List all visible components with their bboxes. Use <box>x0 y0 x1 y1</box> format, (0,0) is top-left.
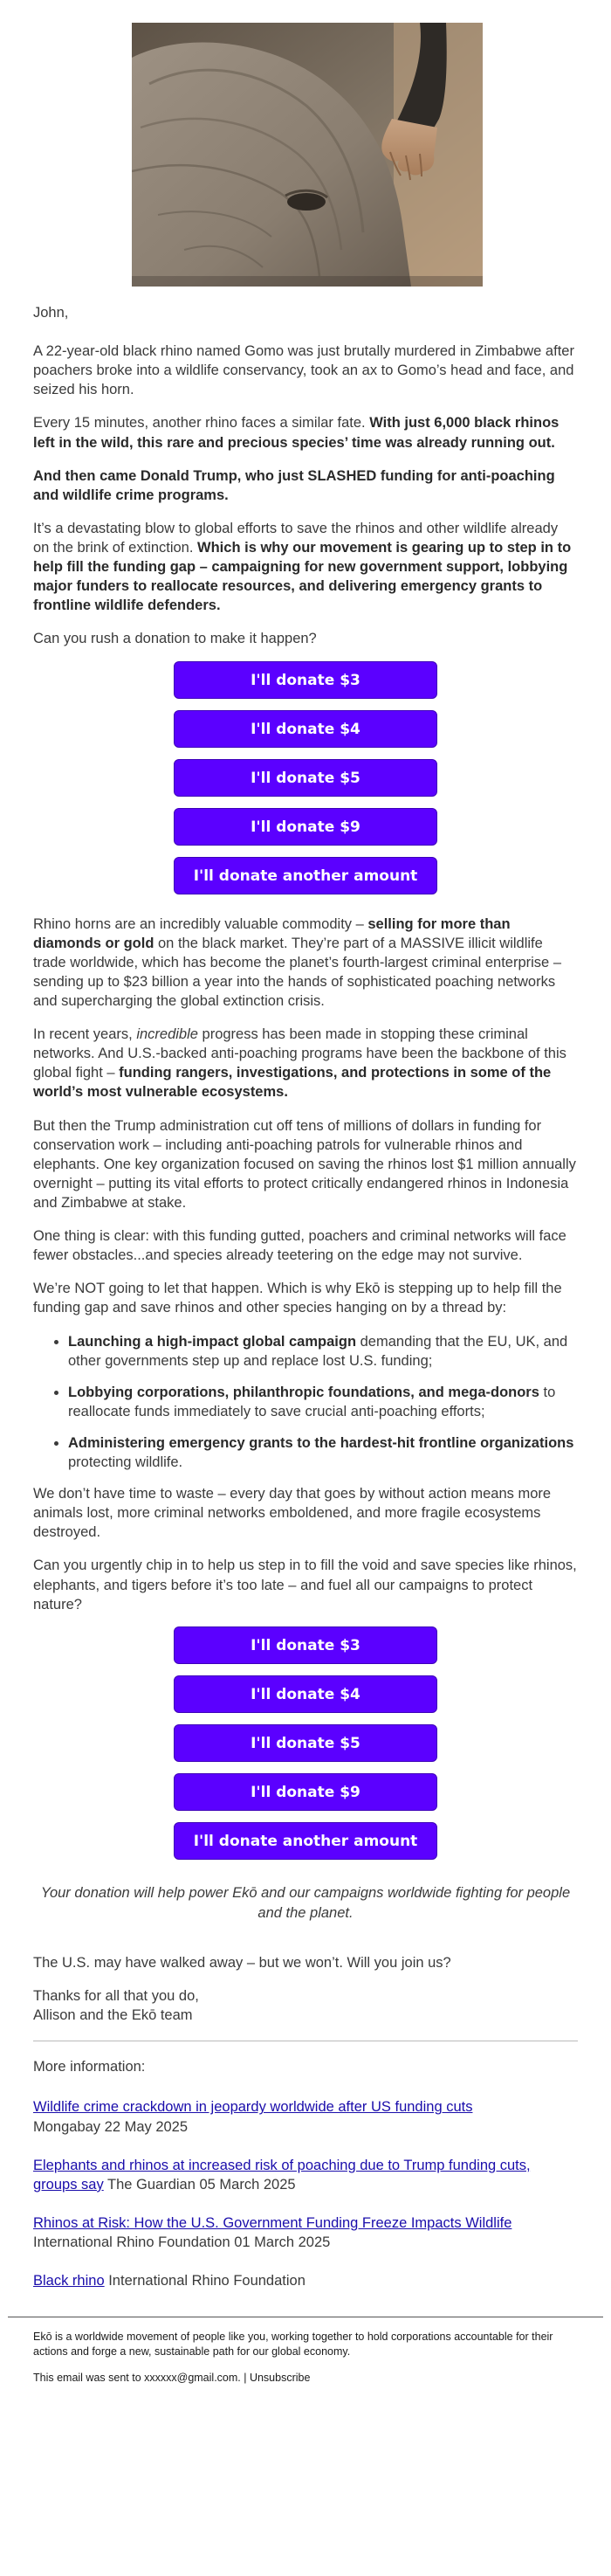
reference-source: Mongabay 22 May 2025 <box>33 2118 189 2135</box>
reference-source: The Guardian 05 March 2025 <box>107 2176 296 2193</box>
emphasis: With just 6,000 black rhinos left in the wild, this rare and precious species’ time was already running out. <box>33 415 560 451</box>
paragraph-12: The U.S. may have walked away – but we won’t. Will you join us? <box>33 1955 451 1971</box>
reference-item <box>33 2271 578 2290</box>
more-info-title: More information: <box>33 2059 146 2075</box>
donate-4-button[interactable]: I'll donate $4 <box>174 710 437 748</box>
paragraph-5: Rhino horns are an incredibly valuable commodity – selling for more than diamonds or gold on the black market. They’re part of a MASSIVE illicit wildlife trade worldwide, which has become the planet’s fourth-largest criminal enterprise – sending up to $23 billion a year into the hands of sophisticated poaching networks and supercharging the global extinction crisis. <box>33 915 561 1009</box>
signoff: Thanks for all that you do, Allison and the Ekō team <box>33 1988 199 2024</box>
list-item: • Lobbying corporations, philanthropic foundations, and mega-donors to reallocate funds immediately to save crucial anti-poaching efforts; <box>68 1383 578 1421</box>
footer-sent-to: This email was sent to xxxxxx@gmail.com. | Unsubscribe <box>33 2372 311 2385</box>
donate-9-button[interactable]: I'll donate $9 <box>174 1773 437 1811</box>
donate-other-amount-button[interactable]: I'll donate another amount <box>174 857 437 894</box>
donate-3-button[interactable]: I'll donate $3 <box>174 1626 437 1664</box>
paragraph-8: One thing is clear: with this funding gutted, poachers and criminal networks will face fewer obstacles...and species already teetering on the edge may not survive. <box>33 1228 566 1264</box>
reference-link[interactable]: Wildlife crime crackdown in jeopardy worldwide after US funding cuts <box>33 2099 473 2116</box>
reference-item <box>33 2097 578 2136</box>
donate-3-button[interactable]: I'll donate $3 <box>174 661 437 699</box>
reference-item <box>33 2213 578 2252</box>
donation-ask: Can you rush a donation to make it happen? <box>33 631 317 647</box>
rhino-with-hand-photo <box>132 23 483 287</box>
reference-link[interactable]: Rhinos at Risk: How the U.S. Government Funding Freeze Impacts Wildlife <box>33 2214 512 2231</box>
greeting: John, <box>33 305 69 321</box>
paragraph-3: And then came Donald Trump, who just SLASHED funding for anti-poaching and wildlife crime programs. <box>33 467 555 503</box>
paragraph-9: We’re NOT going to let that happen. Which is why Ekō is stepping up to help fill the funding gap and save rhinos and other species hanging on by a thread by: <box>33 1281 562 1316</box>
unsubscribe-link[interactable]: Unsubscribe <box>249 2372 311 2385</box>
donate-button-group-bottom <box>174 1626 437 1880</box>
donate-5-button[interactable]: I'll donate $5 <box>174 1724 437 1762</box>
donate-9-button[interactable]: I'll donate $9 <box>174 808 437 846</box>
reference-item <box>33 2156 578 2194</box>
reference-source: International Rhino Foundation 01 March 2025 <box>33 2234 331 2250</box>
reference-source: International Rhino Foundation <box>108 2273 306 2289</box>
reference-link[interactable]: Black rhino <box>33 2273 105 2289</box>
donate-4-button[interactable]: I'll donate $4 <box>174 1675 437 1713</box>
paragraph-1: A 22-year-old black rhino named Gomo was just brutally murdered in Zimbabwe after poachers broke into a wildlife conservancy, took an ax to Gomo’s head and face, and seized his horn. <box>33 343 574 398</box>
paragraph-4: It’s a devastating blow to global efforts to save the rhinos and other wildlife already on the brink of extinction. Which is why our movement is gearing up to step in to help fill the funding gap – campaigning for new government support, lobbying major funders to reallocate resources, and delivering emergency grants to frontline wildlife defenders. <box>33 520 572 614</box>
action-list <box>33 1332 578 1473</box>
email-body <box>0 303 611 2290</box>
donate-other-amount-button[interactable]: I'll donate another amount <box>174 1822 437 1860</box>
footer <box>0 2317 611 2386</box>
footer-about: Ekō is a worldwide movement of people like you, working together to hold corporations accountable for their actions and forge a new, sustainable path for our global economy. <box>33 2331 553 2358</box>
donate-button-group-top <box>174 661 437 915</box>
paragraph-10: We don’t have time to waste – every day that goes by without action means more animals lost, more criminal networks emboldened, and more fragile ecosystems destroyed. <box>33 1486 552 1541</box>
paragraph-11: Can you urgently chip in to help us step in to fill the void and save species like rhinos, elephants, and tigers before it’s too late – and fuel all our campaigns to protect nature? <box>33 1557 577 1613</box>
hero-section <box>0 0 611 292</box>
emphasis: Which is why our movement is gearing up to step in to help fill the funding gap – campaigning for new government support, lobbying major funders to reallocate resources, and delivering emergency grants to frontline wildlife defenders. <box>33 539 572 614</box>
donation-note: Your donation will help power Ekō and our campaigns worldwide fighting for people and the planet. <box>40 1884 571 1921</box>
paragraph-2: Every 15 minutes, another rhino faces a similar fate. With just 6,000 black rhinos left in the wild, this rare and precious species’ time was already running out. <box>33 415 560 451</box>
reference-link[interactable]: Elephants and rhinos at increased risk of poaching due to Trump funding cuts, groups say <box>33 2157 531 2193</box>
donate-5-button[interactable]: I'll donate $5 <box>174 759 437 797</box>
list-item: • Launching a high-impact global campaign demanding that the EU, UK, and other governments step up and replace lost U.S. funding; <box>68 1332 578 1371</box>
list-item: • Administering emergency grants to the hardest-hit frontline organizations protecting wildlife. <box>68 1433 578 1472</box>
paragraph-6: In recent years, incredible progress has been made in stopping these criminal networks. And U.S.-backed anti-poaching programs have been the backbone of this global fight – funding rangers, investigations, and protections in some of the world’s most vulnerable ecosystems. <box>33 1026 566 1101</box>
paragraph-7: But then the Trump administration cut off tens of millions of dollars in funding for conservation work – including anti-poaching patrols for vulnerable rhinos and elephants. One key organization focused on saving the rhinos lost $1 million annually overnight – putting its vital efforts to protect critically endangered rhinos in Indonesia and Zimbabwe at stake. <box>33 1117 576 1211</box>
